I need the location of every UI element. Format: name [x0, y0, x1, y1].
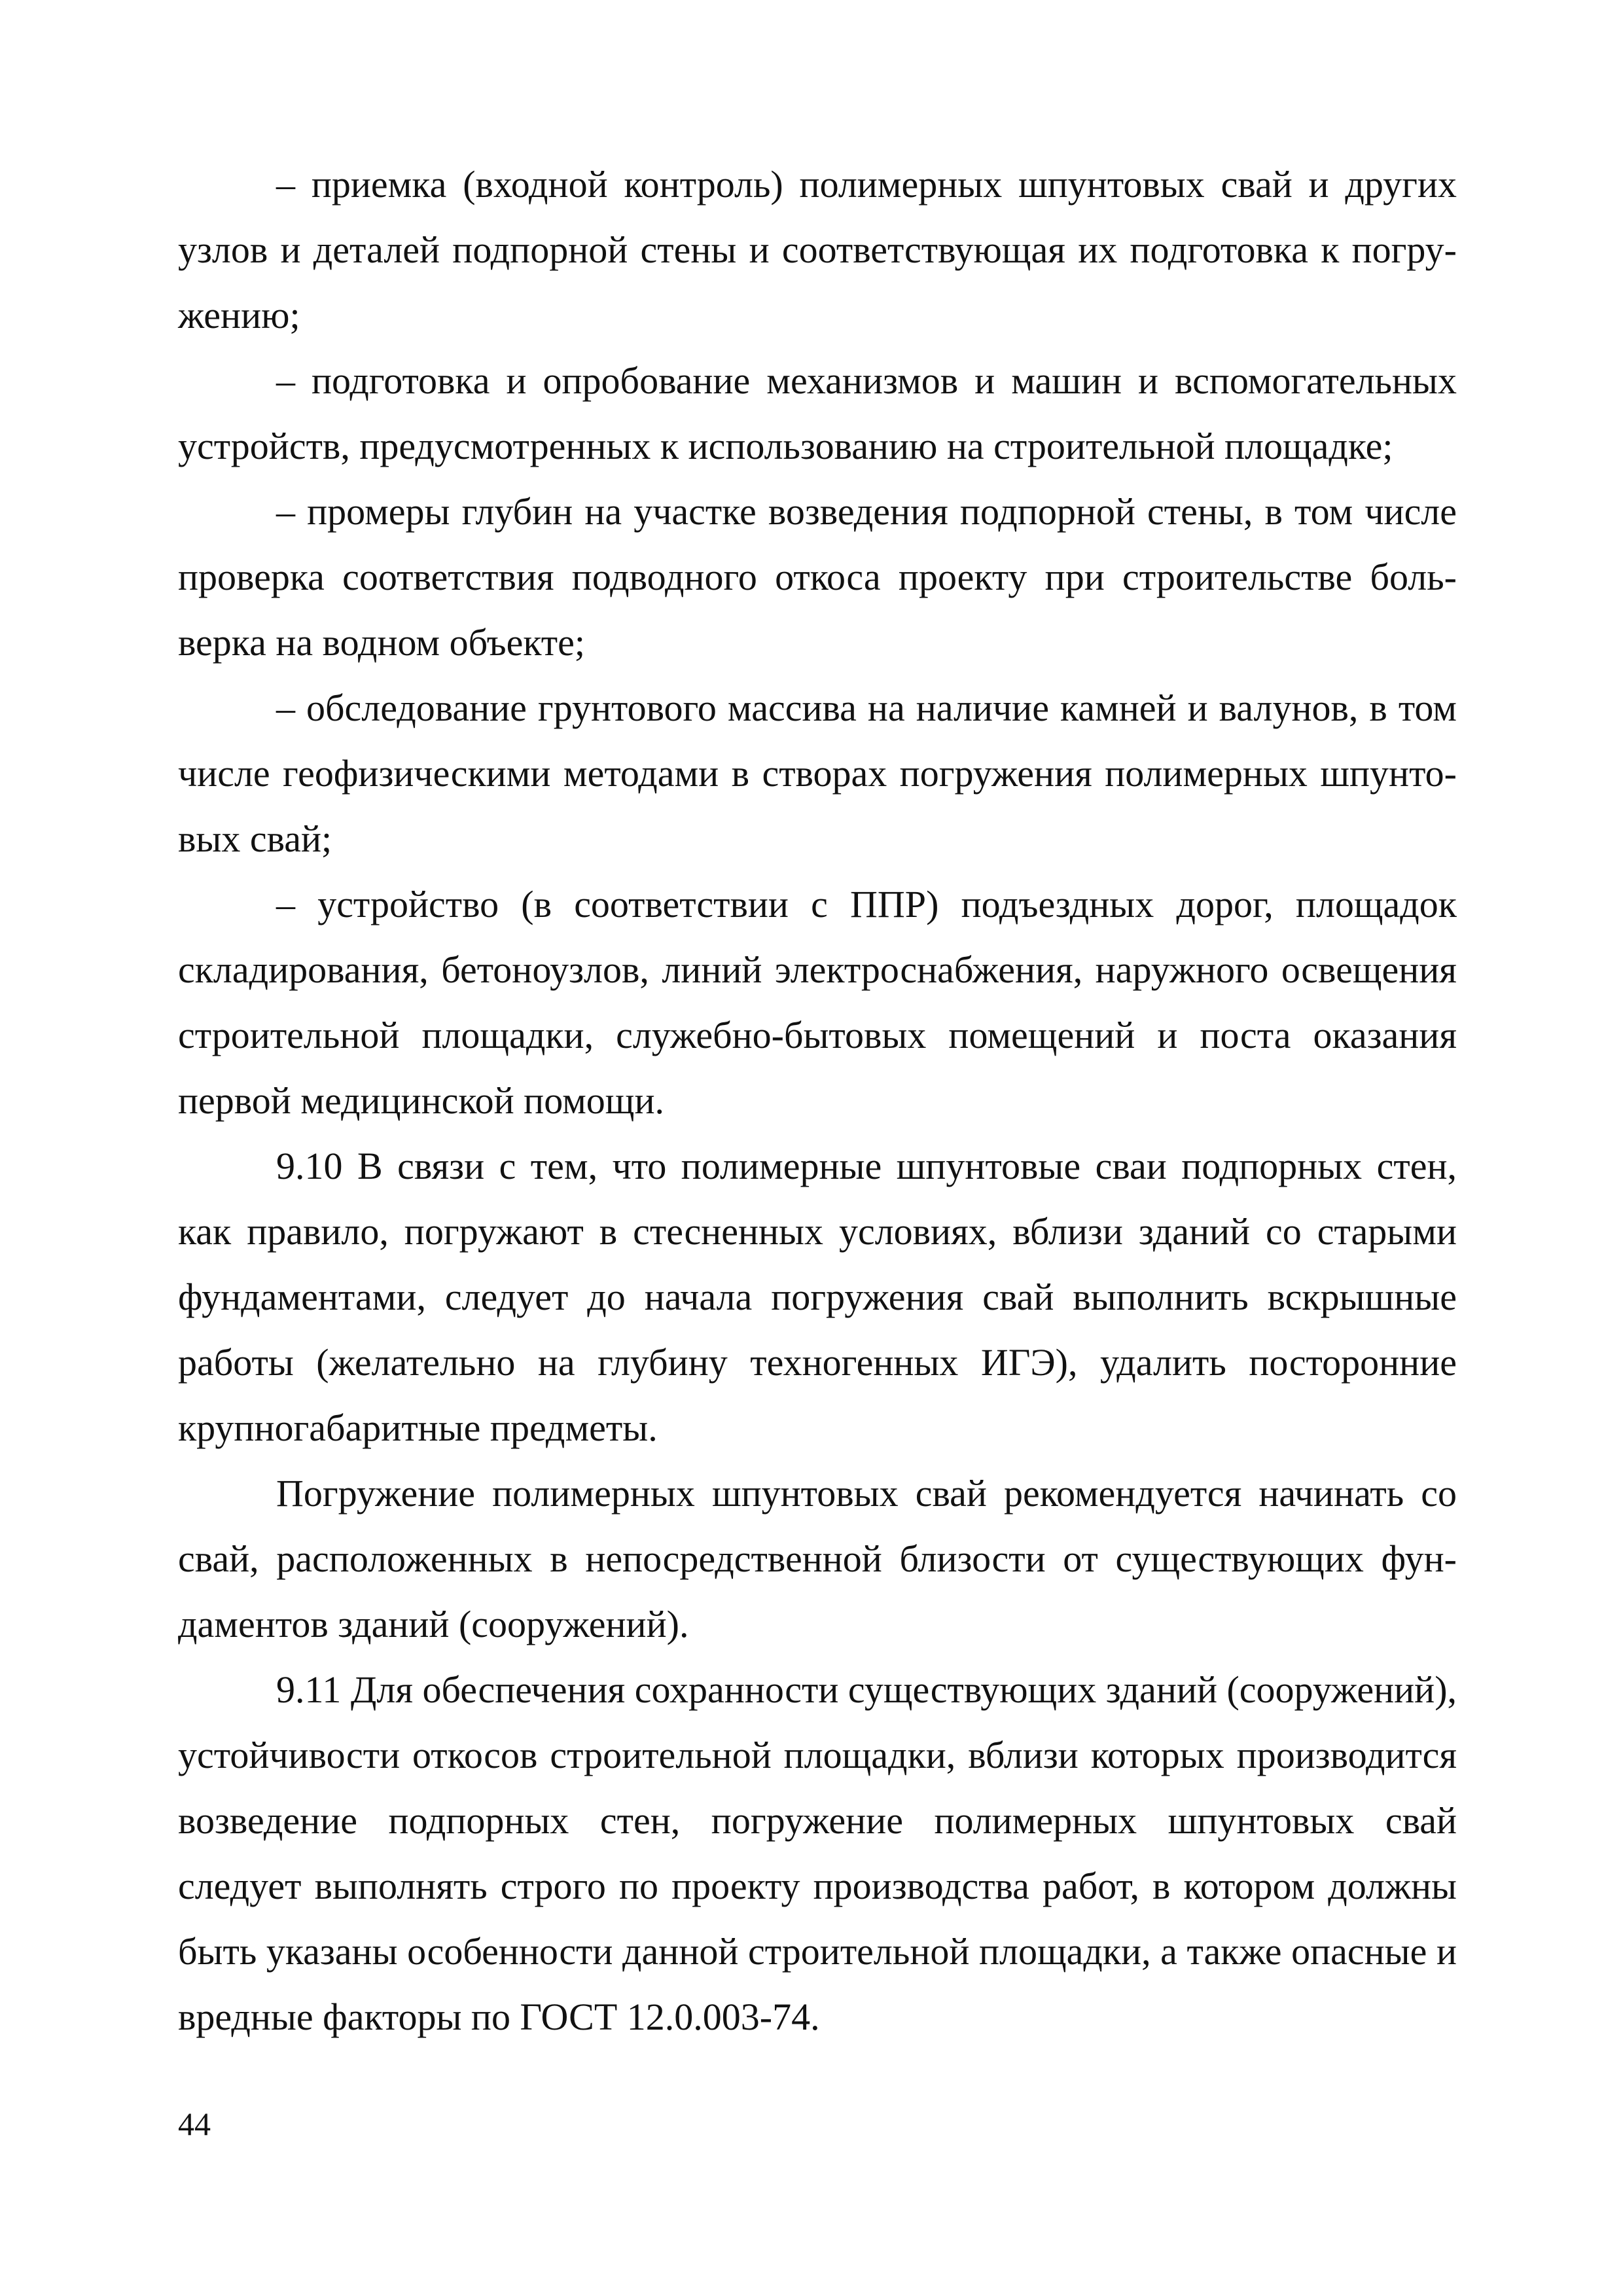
- clause-9-11: 9.11 Для обеспечения сохранности существующих зданий (сооружений), устойчивости откосов строительной площадки, вблизи которых производится возведение подпорных стен, погружение полимерных шпунтовых свай следует выполнять строго по проекту производства работ, в котором должны быть указаны особенности данной строительной площадки, а также опасные и вредные факторы по ГОСТ 12.0.003-74.: [178, 1668, 1457, 2038]
- list-item-incoming-inspection: – приемка (входной контроль) полимерных шпунтовых свай и других узлов и деталей подпорной стены и соответствующая их подготовка к погружению;: [178, 163, 1457, 336]
- list-item-site-infrastructure: – устройство (в соответствии с ППР) подъездных дорог, площадок складирования, бетоноузлов, линий электроснабжения, наружного освещения строительной площадки, служебно-бытовых помещений и поста оказания первой медицинской помощи.: [178, 883, 1457, 1122]
- list-item-soil-survey: – обследование грунтового массива на наличие камней и валунов, в том числе геофизическими методами в створах погружения полимерных шпунтовых свай;: [178, 687, 1457, 860]
- list-item-depth-measurements: – промеры глубин на участке возведения подпорной стены, в том числе проверка соответствия подводного откоса проекту при строительстве больверка на водном объекте;: [178, 490, 1457, 664]
- page-body: [178, 152, 1457, 2050]
- clause-9-10: 9.10 В связи с тем, что полимерные шпунтовые сваи подпорных стен, как правило, погружают в стесненных условиях, вблизи зданий со старыми фундаментами, следует до начала погружения свай выполнить вскрышные работы (желательно на глубину техногенных ИГЭ), удалить посторонние крупногабаритные предметы.: [178, 1145, 1457, 1449]
- page-number: 44: [178, 2106, 211, 2142]
- clause-9-10-continuation: Погружение полимерных шпунтовых свай рекомендуется начинать со свай, расположенных в непосредственной близости от существующих фундаментов зданий (сооружений).: [178, 1472, 1457, 1645]
- list-item-machinery-preparation: – подготовка и опробование механизмов и машин и вспомогательных устройств, предусмотренных к использованию на строительной площадке;: [178, 359, 1457, 467]
